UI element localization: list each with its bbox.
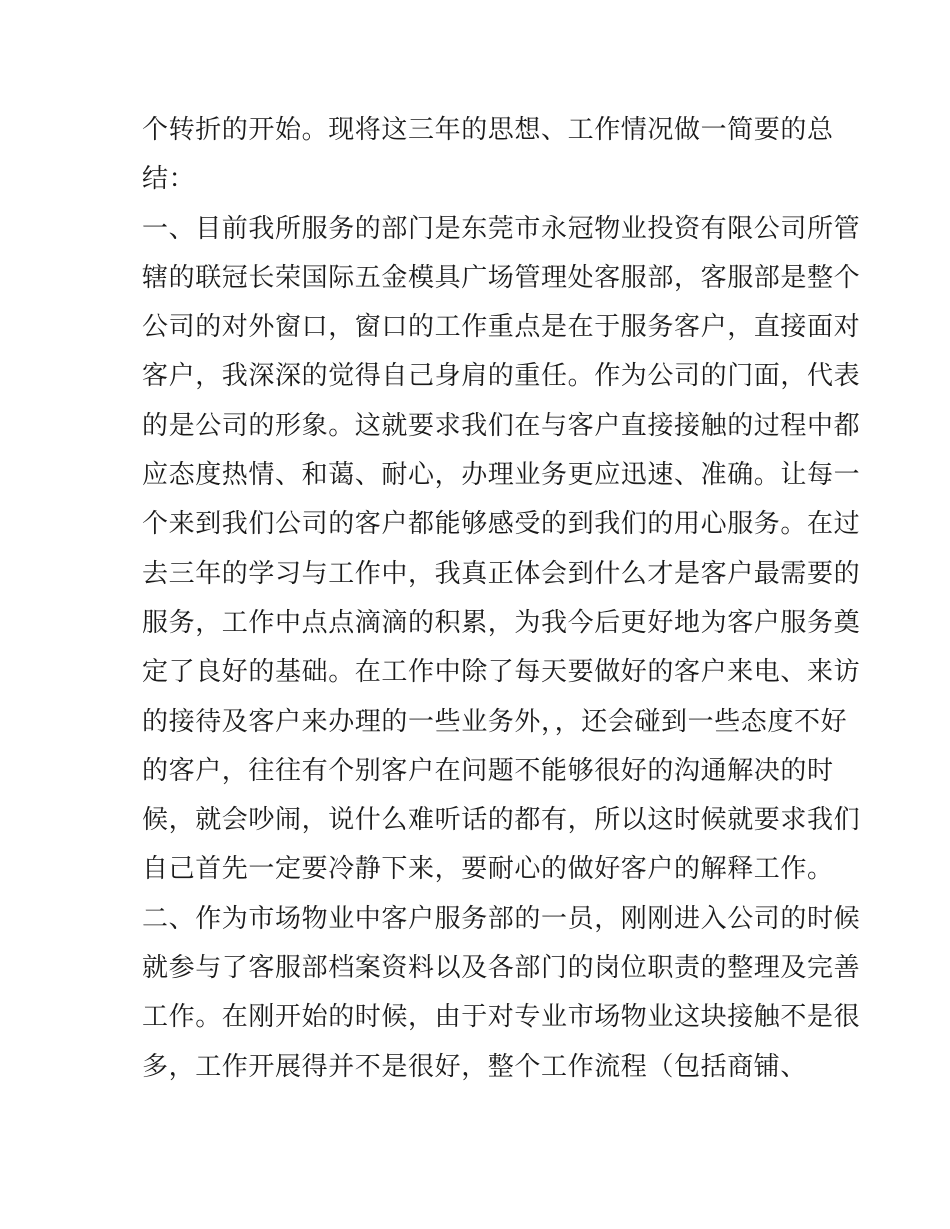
text-line: 辖的联冠长荣国际五金模具广场管理处客服部，客服部是整个	[142, 262, 861, 293]
text-line: 个转折的开始。现将这三年的思想、工作情况做一简要的总	[142, 115, 834, 145]
body-text	[142, 106, 861, 1092]
text-line: 自己首先一定要冷静下来，要耐心的做好客户的解释工作。	[142, 854, 834, 885]
text-line: 候，就会吵闹，说什么难听话的都有，所以这时候就要求我们	[142, 805, 861, 836]
text-line: 的是公司的形象。这就要求我们在与客户直接接触的过程中都	[142, 410, 861, 441]
text-line: 公司的对外窗口，窗口的工作重点是在于服务客户，直接面对	[142, 312, 861, 343]
text-line: 个来到我们公司的客户都能够感受的到我们的用心服务。在过	[142, 509, 861, 540]
text-line: 的接待及客户来办理的一些业务外，，还会碰到一些态度不好	[142, 706, 848, 737]
text-line: 客户，我深深的觉得自己身肩的重任。作为公司的门面，代表	[142, 361, 861, 392]
text-line: 定了良好的基础。在工作中除了每天要做好的客户来电、来访	[142, 657, 861, 688]
text-line: 的客户，往往有个别客户在问题不能够很好的沟通解决的时	[142, 755, 834, 786]
text-line: 就参与了客服部档案资料以及各部门的岗位职责的整理及完善	[142, 953, 861, 984]
text-line: 二、作为市场物业中客户服务部的一员，刚刚进入公司的时候	[142, 903, 861, 934]
text-line: 结：	[142, 164, 196, 195]
text-line: 工作。在刚开始的时候，由于对专业市场物业这块接触不是很	[142, 1002, 861, 1033]
text-line: 去三年的学习与工作中，我真正体会到什么才是客户最需要的	[142, 558, 861, 589]
text-line: 应态度热情、和蔼、耐心，办理业务更应迅速、准确。让每一	[142, 460, 861, 491]
text-line: 一、目前我所服务的部门是东莞市永冠物业投资有限公司所管	[142, 213, 861, 244]
text-line: 服务，工作中点点滴滴的积累，为我今后更好地为客户服务奠	[142, 607, 861, 638]
text-line: 多，工作开展得并不是很好，整个工作流程（包括商铺、	[142, 1051, 808, 1082]
